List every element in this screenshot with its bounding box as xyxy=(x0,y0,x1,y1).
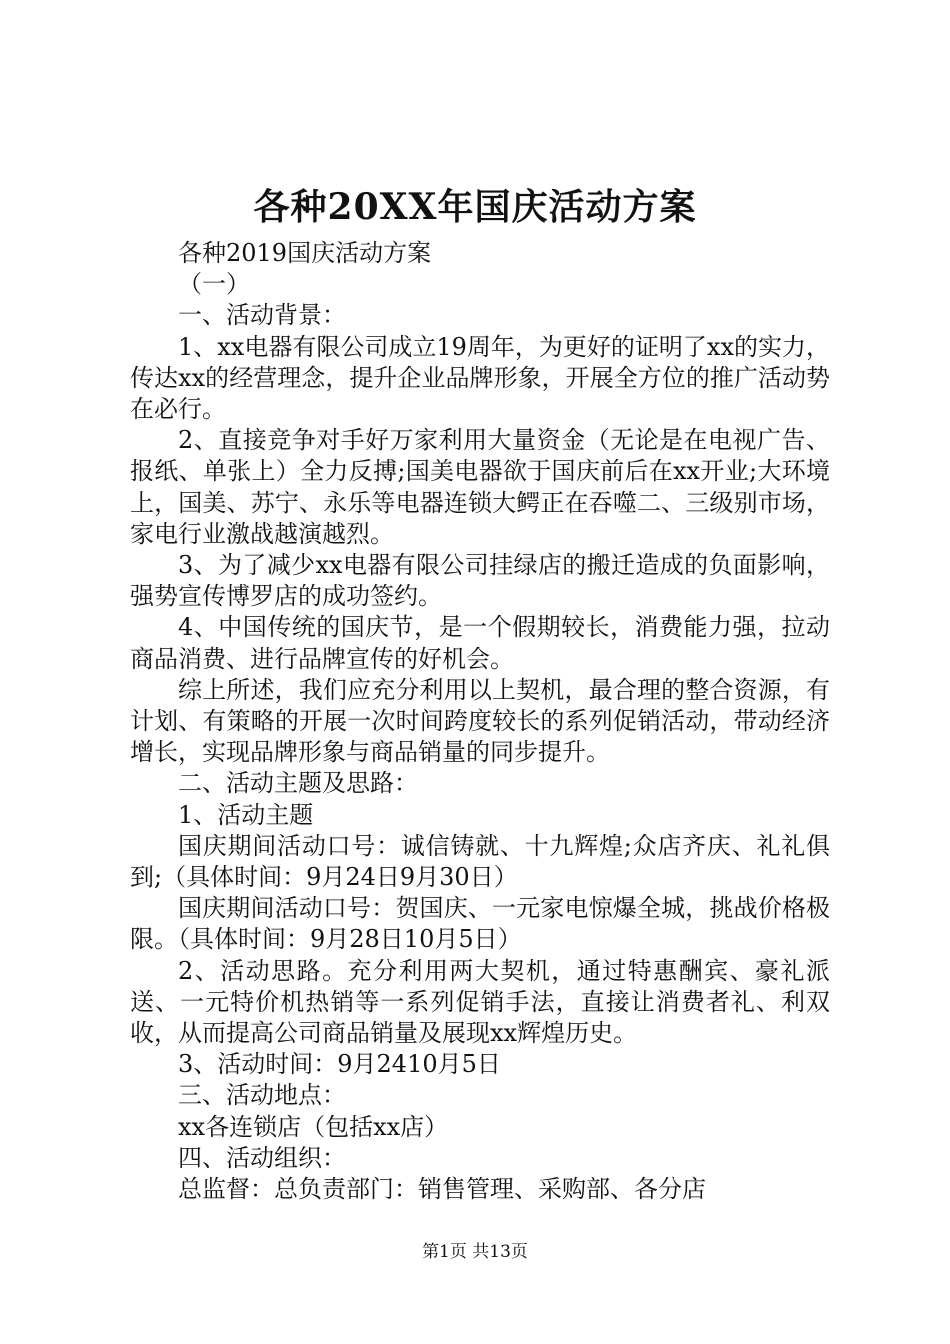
document-title: 各种20XX年国庆活动方案 xyxy=(253,186,697,228)
paragraph: 2、直接竞争对手好万家利用大量资金（无论是在电视广告、报纸、单张上）全力反搏;国美电器欲于国庆前后在xx开业;大环境上，国美、苏宁、永乐等电器连锁大鳄正在吞噬二、三级别市场，家电行业激战越演越烈。 xyxy=(130,426,830,548)
heading-location: 三、活动地点： xyxy=(178,1081,346,1110)
paragraph: 国庆期间活动口号：诚信铸就、十九辉煌;众店齐庆、礼礼俱到;（具体时间：9月24日9月30日） xyxy=(130,831,830,892)
heading-background: 一、活动背景： xyxy=(178,301,346,330)
heading-theme: 二、活动主题及思路： xyxy=(178,769,418,798)
activity-time: 3、活动时间：9月2410月5日 xyxy=(178,1050,501,1079)
heading-organization: 四、活动组织： xyxy=(178,1143,346,1172)
organization-text: 总监督：总负责部门：销售管理、采购部、各分店 xyxy=(178,1175,706,1204)
paragraph: 2、活动思路。充分利用两大契机，通过特惠酬宾、豪礼派送、一元特价机热销等一系列促销手法，直接让消费者礼、利双收，从而提高公司商品销量及展现xx辉煌历史。 xyxy=(130,956,830,1048)
paragraph: 3、为了减少xx电器有限公司挂绿店的搬迁造成的负面影响，强势宣传博罗店的成功签约。 xyxy=(130,551,830,611)
page-footer: 第1页 共13页 xyxy=(422,1242,528,1262)
paragraph: 1、xx电器有限公司成立19周年，为更好的证明了xx的实力，传达xx的经营理念，提升企业品牌形象，开展全方位的推广活动势在必行。 xyxy=(130,332,830,424)
paragraph: 国庆期间活动口号：贺国庆、一元家电惊爆全城，挑战价格极限。（具体时间：9月28日10月5日） xyxy=(130,894,830,954)
document-body xyxy=(130,238,830,1205)
paragraph: 综上所述，我们应充分利用以上契机，最合理的整合资源，有计划、有策略的开展一次时间跨度较长的系列促销活动，带动经济增长，实现品牌形象与商品销量的同步提升。 xyxy=(130,675,830,767)
subtitle: 各种2019国庆活动方案 xyxy=(178,239,432,267)
paragraph: 4、中国传统的国庆节，是一个假期较长，消费能力强，拉动商品消费、进行品牌宣传的好机会。 xyxy=(130,613,830,673)
subheading-theme: 1、活动主题 xyxy=(178,800,314,829)
location-text: xx各连锁店（包括xx店） xyxy=(178,1112,449,1141)
section-marker: （一） xyxy=(178,270,250,299)
